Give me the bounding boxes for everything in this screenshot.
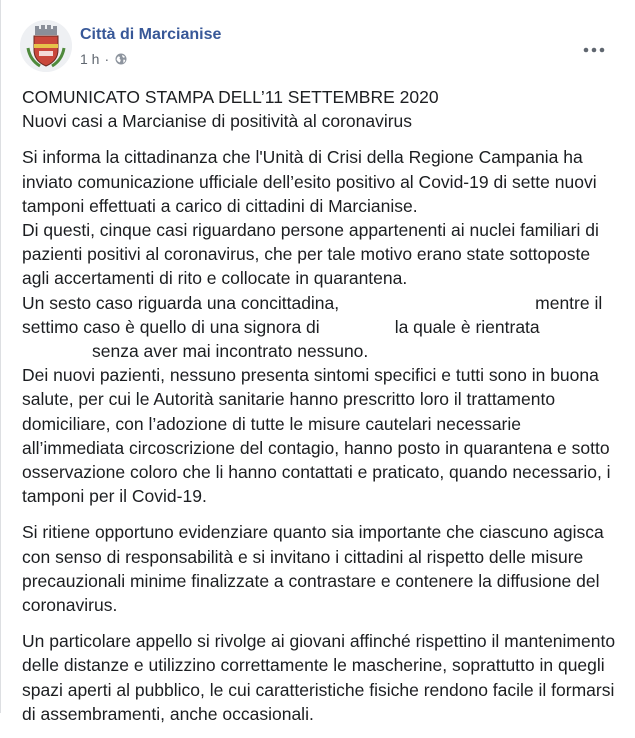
text-line: Si ritiene opportuno evidenziare quanto sia importante che ciascuno agisca <box>22 522 604 543</box>
text-line: di assembramenti, anche occasionali. <box>22 703 314 724</box>
text-fragment: settimo caso è quello di una signora di <box>22 316 320 337</box>
text-line: pazienti positivi al coronavirus, che per tale motivo erano state sottoposte <box>22 244 591 265</box>
text-line: osservazione coloro che li hanno contattati e praticato, quando necessario, i <box>22 462 611 483</box>
text-line-redacted <box>22 339 622 363</box>
text-line-redacted <box>22 291 622 315</box>
text-line: all’immediata circoscrizione del contagio, hanno posto in quarantena e sotto <box>22 437 610 458</box>
text-line: Dei nuovi pazienti, nessuno presenta sintomi specifici e tutti sono in buona <box>22 365 599 386</box>
text-line: agli accertamenti di rito e collocate in quarantena. <box>22 268 408 289</box>
text-line: coronavirus. <box>22 595 118 616</box>
city-crest-icon <box>20 20 72 72</box>
text-line: tamponi effettuati a carico di cittadini di Marcianise. <box>22 195 418 216</box>
text-line: Un particolare appello si rivolge ai giovani affinché rispettino il mantenimento <box>22 631 616 652</box>
post-paragraph-title <box>22 85 622 133</box>
text-line: precauzionali minime finalizzate a contrastare e contenere la diffusione del <box>22 570 600 591</box>
text-line: tamponi per il Covid-19. <box>22 486 207 507</box>
page-name-link[interactable]: Città di Marcianise <box>80 26 222 43</box>
post-paragraph-appeal <box>22 520 622 617</box>
text-line: salute, per cui le Autorità sanitarie hanno prescritto loro il trattamento <box>22 389 556 410</box>
text-line-redacted <box>22 315 622 339</box>
avatar[interactable] <box>20 20 72 72</box>
text-line: inviato comunicazione ufficiale dell’esito positivo al Covid-19 di sette nuovi <box>22 171 597 192</box>
text-fragment: Un sesto caso riguarda una concittadina, <box>22 292 340 313</box>
text-line: Di questi, cinque casi riguardano persone appartenenti ai nuclei familiari di <box>22 220 599 241</box>
post-body <box>22 85 622 738</box>
post-paragraph-youth <box>22 629 622 726</box>
globe-icon[interactable] <box>115 53 127 65</box>
post-time[interactable]: 1 h <box>80 51 100 67</box>
text-line: COMUNICATO STAMPA DELL’11 SETTEMBRE 2020 <box>22 87 439 107</box>
text-line: con senso di responsabilità e si invitano i cittadini al rispetto delle misure <box>22 546 584 567</box>
text-fragment: la quale è rientrata <box>394 316 540 337</box>
text-fragment: senza aver mai incontrato nessuno. <box>92 341 369 362</box>
text-line: Nuovi casi a Marcianise di positività al coronavirus <box>22 111 413 132</box>
text-line: spazi aperti al pubblico, le cui caratteristiche fisiche rendono facile il formarsi <box>22 679 615 700</box>
more-options-icon[interactable] <box>582 42 606 58</box>
text-line: domiciliare, con l’adozione di tutte le misure cautelari necessarie <box>22 413 521 434</box>
post-meta <box>80 51 127 67</box>
text-line: Si informa la cittadinanza che l'Unità di Crisi della Regione Campania ha <box>22 147 583 168</box>
text-fragment: mentre il <box>535 292 603 313</box>
post-paragraph-main <box>22 145 622 508</box>
text-line: delle distanze e utilizzino correttamente le mascherine, soprattutto in quegli <box>22 655 605 676</box>
post-header <box>20 20 620 72</box>
meta-separator: · <box>104 51 110 67</box>
